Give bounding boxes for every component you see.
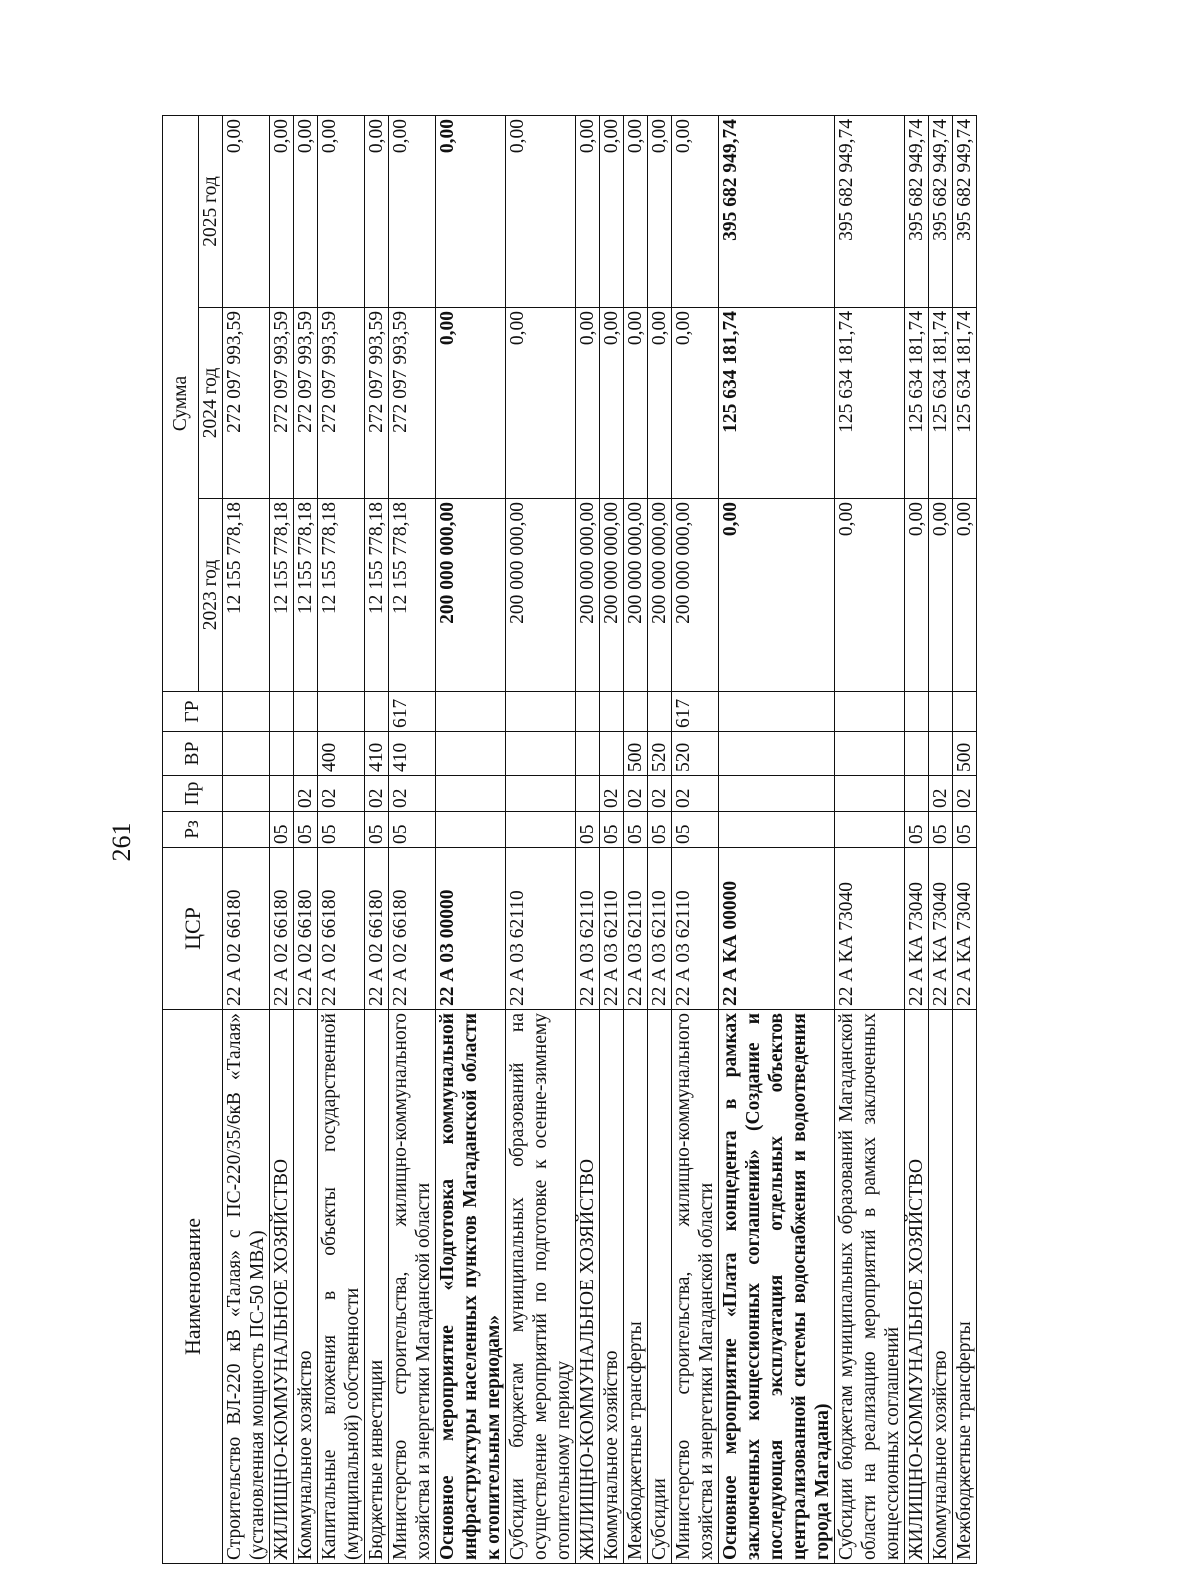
page-number: 261	[107, 822, 136, 862]
cell-csr: 22 А 03 62110	[624, 848, 648, 1010]
cell-vr	[506, 732, 576, 776]
table-row	[929, 115, 953, 1563]
col-header-2023: 2023 год	[199, 499, 223, 692]
cell-pr: 02	[648, 776, 672, 812]
cell-rz	[719, 812, 835, 848]
cell-name: Капитальные вложения в объекты государственной (муниципальной) собственности	[318, 1010, 365, 1564]
cell-2025: 0,00	[365, 115, 389, 307]
cell-2025: 0,00	[576, 115, 600, 307]
cell-vr	[905, 732, 929, 776]
cell-gr	[835, 692, 905, 732]
cell-vr	[929, 732, 953, 776]
cell-gr	[905, 692, 929, 732]
cell-2024: 272 097 993,59	[318, 308, 365, 499]
cell-vr	[719, 732, 835, 776]
cell-rz: 05	[576, 812, 600, 848]
cell-vr: 410	[365, 732, 389, 776]
cell-pr	[270, 776, 294, 812]
cell-rz: 05	[905, 812, 929, 848]
cell-csr: 22 А 02 66180	[365, 848, 389, 1010]
cell-2025: 0,00	[223, 115, 270, 307]
cell-vr	[270, 732, 294, 776]
col-header-pr: Пр	[163, 776, 223, 812]
table-row	[905, 115, 929, 1563]
cell-2023: 200 000 000,00	[672, 499, 719, 692]
table-row	[506, 115, 576, 1563]
budget-table	[162, 115, 977, 1564]
cell-gr: 617	[672, 692, 719, 732]
table-row	[672, 115, 719, 1563]
cell-vr: 520	[672, 732, 719, 776]
cell-name: Основное мероприятие «Подготовка коммунальной инфраструктуры населенных пунктов Магаданской области к отопительным периодам»	[436, 1010, 506, 1564]
cell-2023: 200 000 000,00	[506, 499, 576, 692]
cell-name: Субсидии бюджетам муниципальных образований на осуществление мероприятий по подготовке к осенне-зимнему отопительному периоду	[506, 1010, 576, 1564]
cell-2025: 395 682 949,74	[719, 115, 835, 307]
cell-rz: 05	[270, 812, 294, 848]
cell-name: Межбюджетные трансферты	[624, 1010, 648, 1564]
cell-name: Субсидии	[648, 1010, 672, 1564]
cell-vr: 500	[953, 732, 977, 776]
cell-name: ЖИЛИЩНО-КОММУНАЛЬНОЕ ХОЗЯЙСТВО	[576, 1010, 600, 1564]
cell-vr: 410	[389, 732, 436, 776]
cell-rz: 05	[318, 812, 365, 848]
cell-2023: 200 000 000,00	[600, 499, 624, 692]
cell-vr: 500	[624, 732, 648, 776]
cell-pr	[506, 776, 576, 812]
cell-name: Коммунальное хозяйство	[294, 1010, 318, 1564]
col-header-2025: 2025 год	[199, 115, 223, 307]
cell-gr	[506, 692, 576, 732]
cell-2024: 0,00	[648, 308, 672, 499]
cell-gr	[223, 692, 270, 732]
cell-2024: 125 634 181,74	[719, 308, 835, 499]
cell-2024: 125 634 181,74	[835, 308, 905, 499]
cell-2024: 0,00	[624, 308, 648, 499]
cell-2025: 0,00	[318, 115, 365, 307]
cell-gr	[436, 692, 506, 732]
cell-2025: 0,00	[624, 115, 648, 307]
table-row	[719, 115, 835, 1563]
cell-gr: 617	[389, 692, 436, 732]
cell-rz: 05	[672, 812, 719, 848]
table-row	[835, 115, 905, 1563]
cell-rz: 05	[294, 812, 318, 848]
cell-rz: 05	[389, 812, 436, 848]
cell-2024: 125 634 181,74	[953, 308, 977, 499]
col-header-2024: 2024 год	[199, 308, 223, 499]
cell-pr	[719, 776, 835, 812]
cell-name: Субсидии бюджетам муниципальных образований Магаданской области на реализацию мероприятий в рамках заключенных концессионных соглашений	[835, 1010, 905, 1564]
cell-vr	[436, 732, 506, 776]
cell-gr	[953, 692, 977, 732]
cell-gr	[929, 692, 953, 732]
cell-pr: 02	[624, 776, 648, 812]
col-header-csr: ЦСР	[163, 848, 223, 1010]
cell-csr: 22 А 02 66180	[318, 848, 365, 1010]
cell-rz: 05	[600, 812, 624, 848]
cell-csr: 22 А 03 62110	[648, 848, 672, 1010]
cell-csr: 22 А КА 73040	[835, 848, 905, 1010]
table-row	[365, 115, 389, 1563]
table-row	[648, 115, 672, 1563]
cell-2025: 395 682 949,74	[835, 115, 905, 307]
cell-2023: 0,00	[953, 499, 977, 692]
cell-2023: 0,00	[835, 499, 905, 692]
cell-2023: 12 155 778,18	[294, 499, 318, 692]
cell-csr: 22 А 03 00000	[436, 848, 506, 1010]
table-row	[576, 115, 600, 1563]
cell-gr	[719, 692, 835, 732]
table-row	[223, 115, 270, 1563]
cell-rz: 05	[365, 812, 389, 848]
col-header-name: Наименование	[163, 1010, 223, 1564]
col-header-gr: ГР	[163, 692, 223, 732]
cell-rz: 05	[648, 812, 672, 848]
cell-gr	[576, 692, 600, 732]
cell-vr	[835, 732, 905, 776]
cell-2024: 0,00	[506, 308, 576, 499]
table-row	[600, 115, 624, 1563]
cell-pr	[835, 776, 905, 812]
cell-vr	[576, 732, 600, 776]
cell-2023: 0,00	[905, 499, 929, 692]
cell-name: Бюджетные инвестиции	[365, 1010, 389, 1564]
cell-pr	[576, 776, 600, 812]
cell-name: Коммунальное хозяйство	[600, 1010, 624, 1564]
cell-2024: 125 634 181,74	[929, 308, 953, 499]
cell-2024: 0,00	[600, 308, 624, 499]
cell-vr: 520	[648, 732, 672, 776]
cell-2024: 272 097 993,59	[270, 308, 294, 499]
col-header-sum: Сумма	[163, 115, 199, 691]
cell-name: Межбюджетные трансферты	[953, 1010, 977, 1564]
cell-csr: 22 А 03 62110	[506, 848, 576, 1010]
cell-csr: 22 А КА 73040	[929, 848, 953, 1010]
cell-vr	[600, 732, 624, 776]
cell-rz	[223, 812, 270, 848]
cell-2025: 0,00	[648, 115, 672, 307]
cell-2024: 0,00	[436, 308, 506, 499]
cell-pr: 02	[953, 776, 977, 812]
cell-2023: 200 000 000,00	[624, 499, 648, 692]
cell-gr	[365, 692, 389, 732]
cell-gr	[624, 692, 648, 732]
cell-2023: 12 155 778,18	[365, 499, 389, 692]
cell-2023: 12 155 778,18	[223, 499, 270, 692]
table-row	[436, 115, 506, 1563]
cell-pr	[905, 776, 929, 812]
table-body	[223, 115, 977, 1563]
cell-vr	[294, 732, 318, 776]
cell-name: Основное мероприятие «Плата концедента в рамках заключенных концессионных соглашений» (Создание и последующая эксплуатация отдельных объектов централизованной системы водоснабжения и водоотведения города Магадана)	[719, 1010, 835, 1564]
cell-csr: 22 А 03 62110	[672, 848, 719, 1010]
cell-pr: 02	[389, 776, 436, 812]
cell-gr	[600, 692, 624, 732]
cell-csr: 22 А КА 73040	[905, 848, 929, 1010]
cell-2025: 0,00	[600, 115, 624, 307]
cell-2024: 0,00	[672, 308, 719, 499]
cell-rz	[436, 812, 506, 848]
cell-name: Строительство ВЛ-220 кВ «Талая» с ПС-220/35/6кВ «Талая» (установленная мощность ПС-50 МВА)	[223, 1010, 270, 1564]
cell-2023: 0,00	[929, 499, 953, 692]
cell-csr: 22 А 03 62110	[600, 848, 624, 1010]
table-row	[294, 115, 318, 1563]
cell-csr: 22 А КА 00000	[719, 848, 835, 1010]
cell-2025: 395 682 949,74	[953, 115, 977, 307]
cell-pr: 02	[929, 776, 953, 812]
cell-2024: 272 097 993,59	[223, 308, 270, 499]
cell-rz	[835, 812, 905, 848]
cell-2025: 395 682 949,74	[905, 115, 929, 307]
cell-name: Министерство строительства, жилищно-коммунального хозяйства и энергетики Магаданской области	[672, 1010, 719, 1564]
cell-name: Коммунальное хозяйство	[929, 1010, 953, 1564]
cell-csr: 22 А КА 73040	[953, 848, 977, 1010]
cell-csr: 22 А 02 66180	[270, 848, 294, 1010]
cell-vr: 400	[318, 732, 365, 776]
cell-name: ЖИЛИЩНО-КОММУНАЛЬНОЕ ХОЗЯЙСТВО	[905, 1010, 929, 1564]
cell-gr	[270, 692, 294, 732]
table-row	[624, 115, 648, 1563]
cell-pr: 02	[600, 776, 624, 812]
cell-pr: 02	[294, 776, 318, 812]
cell-pr	[223, 776, 270, 812]
rotated-page	[162, 116, 1194, 1564]
cell-pr	[436, 776, 506, 812]
col-header-vr: ВР	[163, 732, 223, 776]
cell-vr	[223, 732, 270, 776]
col-header-rz: Рз	[163, 812, 223, 848]
cell-csr: 22 А 02 66180	[389, 848, 436, 1010]
table-row	[318, 115, 365, 1563]
cell-2024: 272 097 993,59	[389, 308, 436, 499]
cell-2025: 395 682 949,74	[929, 115, 953, 307]
cell-pr: 02	[318, 776, 365, 812]
cell-2024: 272 097 993,59	[294, 308, 318, 499]
cell-2025: 0,00	[506, 115, 576, 307]
cell-gr	[318, 692, 365, 732]
table-row	[270, 115, 294, 1563]
cell-2025: 0,00	[389, 115, 436, 307]
table-row	[389, 115, 436, 1563]
cell-2024: 125 634 181,74	[905, 308, 929, 499]
cell-2023: 12 155 778,18	[270, 499, 294, 692]
cell-2023: 12 155 778,18	[389, 499, 436, 692]
cell-2024: 272 097 993,59	[365, 308, 389, 499]
cell-gr	[294, 692, 318, 732]
cell-2025: 0,00	[270, 115, 294, 307]
cell-rz	[506, 812, 576, 848]
cell-2025: 0,00	[436, 115, 506, 307]
cell-name: ЖИЛИЩНО-КОММУНАЛЬНОЕ ХОЗЯЙСТВО	[270, 1010, 294, 1564]
cell-gr	[648, 692, 672, 732]
cell-rz: 05	[624, 812, 648, 848]
cell-name: Министерство строительства, жилищно-коммунального хозяйства и энергетики Магаданской области	[389, 1010, 436, 1564]
cell-pr: 02	[672, 776, 719, 812]
table-row	[953, 115, 977, 1563]
cell-rz: 05	[953, 812, 977, 848]
cell-2023: 0,00	[719, 499, 835, 692]
cell-csr: 22 А 02 66180	[223, 848, 270, 1010]
cell-csr: 22 А 02 66180	[294, 848, 318, 1010]
cell-2023: 200 000 000,00	[648, 499, 672, 692]
cell-2024: 0,00	[576, 308, 600, 499]
cell-rz: 05	[929, 812, 953, 848]
cell-pr: 02	[365, 776, 389, 812]
cell-2023: 200 000 000,00	[576, 499, 600, 692]
cell-csr: 22 А 03 62110	[576, 848, 600, 1010]
cell-2025: 0,00	[294, 115, 318, 307]
cell-2023: 12 155 778,18	[318, 499, 365, 692]
cell-2025: 0,00	[672, 115, 719, 307]
cell-2023: 200 000 000,00	[436, 499, 506, 692]
